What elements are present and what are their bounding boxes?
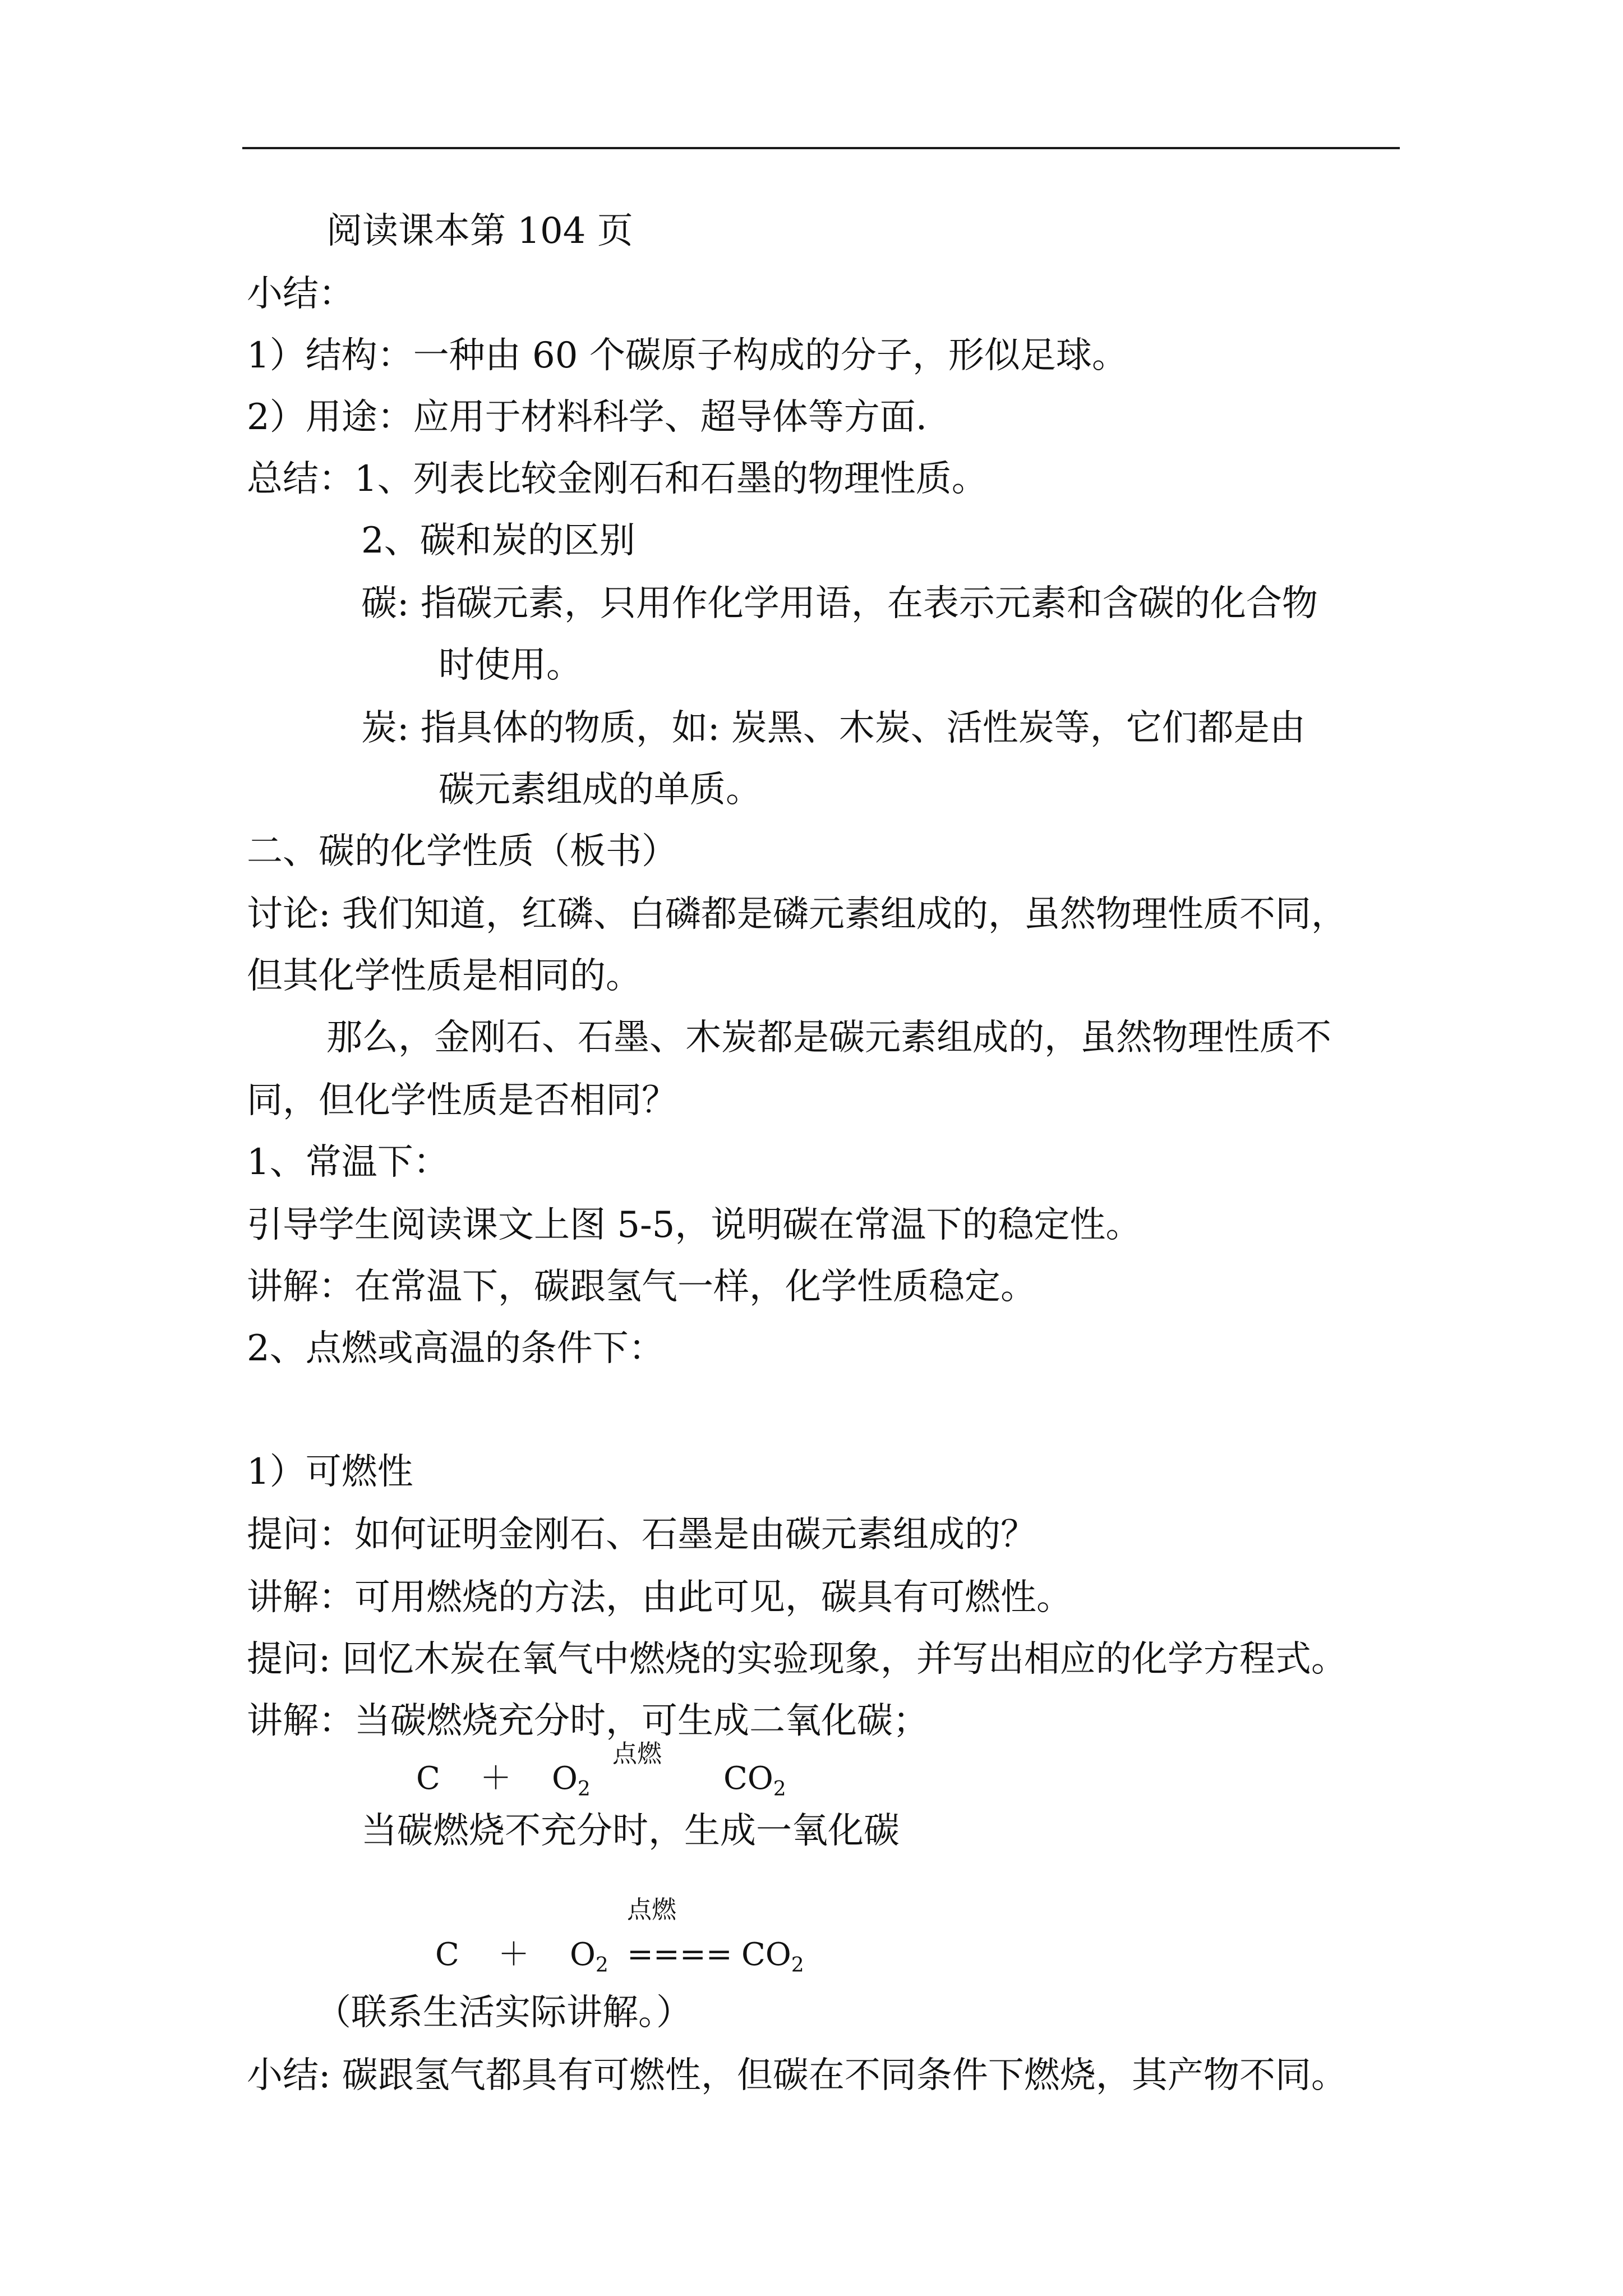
equation-1-carbon: C [416,1760,440,1797]
text-line: 1、常温下： [247,1142,449,1183]
text-line: 讨论: 我们知道，红磷、白磷都是磷元素组成的，虽然物理性质不同， [247,894,1347,935]
text-line: （联系生活实际讲解。） [315,1992,692,2033]
text-line: 小结: 碳跟氢气都具有可燃性，但碳在不同条件下燃烧，其产物不同。 [247,2055,1347,2096]
text-line: 小结： [247,273,354,315]
text-line: 讲解：可用燃烧的方法，由此可见，碳具有可燃性。 [247,1577,1072,1618]
equation-2-carbon: C [435,1936,459,1973]
text-line: 1）可燃性 [247,1451,413,1493]
text-line: 2、点燃或高温的条件下： [247,1328,665,1369]
text-line: 讲解：当碳燃烧充分时，可生成二氧化碳； [247,1700,929,1742]
equation-1-plus: ＋ [480,1760,511,1797]
text-line: 碳元素组成的单质。 [439,769,762,811]
equation-1-oxygen: $O_2$ [552,1760,591,1801]
text-line: 2、碳和炭的区别 [361,520,635,562]
text-line: 时使用。 [439,645,582,686]
text-line: 总结：1、列表比较金刚石和石墨的物理性质。 [247,458,988,500]
text-line: 炭: 指具体的物质，如: 炭黑、木炭、活性炭等，它们都是由 [361,707,1306,749]
equation-2-condition: 点燃 [627,1895,676,1924]
text-line: 讲解：在常温下，碳跟氢气一样，化学性质稳定。 [247,1266,1036,1308]
text-line: 但其化学性质是相同的。 [247,955,642,997]
equation-1-condition: 点燃 [612,1740,662,1768]
text-line: 同，但化学性质是否相同？ [247,1080,677,1121]
header-rule [242,147,1400,149]
text-line: 提问: 回忆木炭在氧气中燃烧的实验现象，并写出相应的化学方程式。 [247,1639,1347,1680]
section-heading: 二、碳的化学性质（板书） [247,831,677,872]
text-line: 2）用途：应用于材料科学、超导体等方面. [247,397,928,438]
equation-2-arrow: ==== [627,1936,732,1973]
text-line: 1）结构：一种由 60 个碳原子构成的分子，形似足球。 [247,335,1128,376]
text-line: 提问：如何证明金刚石、石墨是由碳元素组成的？ [247,1514,1036,1556]
text-line: 当碳燃烧不充分时，生成一氧化碳 [361,1810,900,1852]
text-line: 那么，金刚石、石墨、木炭都是碳元素组成的，虽然物理性质不 [326,1017,1331,1059]
text-line: 阅读课本第 104 页 [326,210,633,252]
text-line: 碳: 指碳元素，只用作化学用语，在表示元素和含碳的化合物 [361,583,1318,624]
equation-2-plus: ＋ [498,1936,529,1973]
text-line: 引导学生阅读课文上图 5-5，说明碳在常温下的稳定性。 [247,1204,1142,1246]
equation-1-product: $CO_2$ [723,1760,786,1801]
equation-2-oxygen: $O_2$ [570,1936,608,1977]
equation-2-product: $CO_2$ [741,1936,804,1977]
